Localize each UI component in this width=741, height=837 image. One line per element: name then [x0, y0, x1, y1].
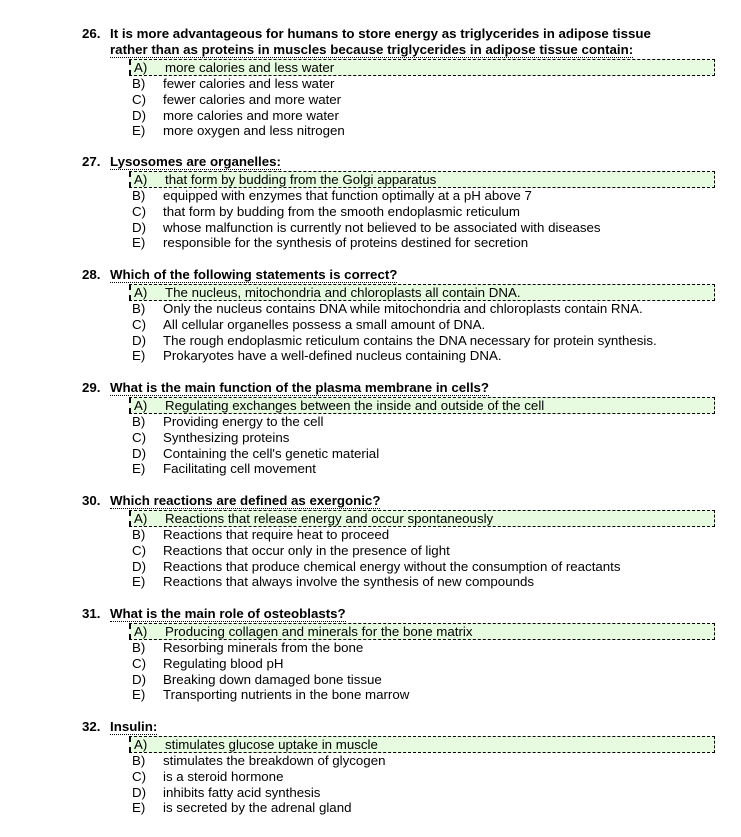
- answer-option[interactable]: [0, 92, 741, 108]
- answer-letter: E): [132, 461, 146, 477]
- question-stem: [0, 493, 741, 509]
- question-stem-line: What is the main function of the plasma membrane in cells?: [110, 380, 490, 395]
- answer-letter: B): [132, 640, 146, 655]
- answer-text: Transporting nutrients in the bone marrow: [163, 687, 410, 703]
- answer-option[interactable]: [0, 785, 741, 801]
- answer-letter: B): [132, 188, 146, 203]
- answer-list: [0, 59, 741, 139]
- answer-list: [0, 397, 741, 477]
- answer-letter: E): [132, 800, 146, 816]
- answer-text: Producing collagen and minerals for the bone matrix: [165, 624, 473, 639]
- answer-letter: B): [132, 301, 146, 316]
- answer-text: more calories and more water: [163, 107, 339, 123]
- question-29: [0, 380, 741, 477]
- answer-letter: E): [132, 687, 146, 703]
- answer-text: inhibits fatty acid synthesis: [163, 784, 321, 800]
- answer-option[interactable]: [0, 414, 741, 430]
- question-stem: [0, 26, 741, 58]
- answer-text: All cellular organelles possess a small amount of DNA.: [163, 316, 486, 332]
- answer-text: Regulating exchanges between the inside and outside of the cell: [165, 398, 545, 413]
- answer-text: more calories and less water: [165, 60, 335, 75]
- question-stem-line: It is more advantageous for humans to store energy as triglycerides in adipose tissue: [110, 26, 651, 41]
- answer-option[interactable]: [0, 527, 741, 543]
- question-stem: [0, 719, 741, 735]
- answer-option[interactable]: [0, 235, 741, 251]
- question-number: 27.: [82, 154, 101, 169]
- answer-option[interactable]: [0, 301, 741, 317]
- question-stem: [0, 154, 741, 170]
- answer-text: Synthesizing proteins: [163, 429, 290, 445]
- question-26: [0, 26, 741, 139]
- answer-text: Breaking down damaged bone tissue: [163, 671, 382, 687]
- question-number: 28.: [82, 267, 101, 282]
- answer-list: [0, 736, 741, 816]
- answer-list: [0, 510, 741, 590]
- question-stem-line: Which of the following statements is correct?: [110, 267, 398, 282]
- answer-text: is a steroid hormone: [163, 768, 284, 784]
- answer-list: [0, 171, 741, 251]
- question-27: [0, 154, 741, 251]
- question-stem: [0, 606, 741, 622]
- answer-letter: C): [132, 655, 147, 671]
- answer-text: Regulating blood pH: [163, 655, 284, 671]
- answer-letter: A): [134, 511, 148, 526]
- answer-option[interactable]: [0, 76, 741, 92]
- answer-text: stimulates glucose uptake in muscle: [165, 737, 378, 752]
- question-number: 30.: [82, 493, 101, 508]
- answer-letter: E): [132, 123, 146, 139]
- answer-option[interactable]: [0, 800, 741, 816]
- answer-option[interactable]: [0, 543, 741, 559]
- answer-option-correct[interactable]: [129, 284, 715, 301]
- answer-text: Reactions that release energy and occur spontaneously: [165, 511, 494, 526]
- answer-letter: C): [132, 91, 147, 107]
- answer-letter: C): [132, 203, 147, 219]
- answer-letter: A): [134, 60, 148, 75]
- answer-option[interactable]: [0, 461, 741, 477]
- answer-list: [0, 284, 741, 364]
- answer-option[interactable]: [0, 220, 741, 236]
- answer-text: Reactions that require heat to proceed: [163, 527, 390, 542]
- answer-option-correct[interactable]: [129, 623, 715, 640]
- answer-option-correct[interactable]: [129, 736, 715, 753]
- answer-letter: C): [132, 429, 147, 445]
- answer-text: more oxygen and less nitrogen: [163, 123, 345, 139]
- answer-text: Resorbing minerals from the bone: [163, 640, 364, 655]
- question-stem-line: What is the main role of osteoblasts?: [110, 606, 346, 621]
- answer-letter: A): [134, 624, 148, 639]
- answer-option-correct[interactable]: [129, 171, 715, 188]
- answer-letter: A): [134, 737, 148, 752]
- answer-text: fewer calories and more water: [163, 91, 342, 107]
- answer-letter: E): [132, 574, 146, 590]
- answer-letter: B): [132, 527, 146, 542]
- answer-option[interactable]: [0, 574, 741, 590]
- question-31: [0, 606, 741, 703]
- answer-letter: A): [134, 398, 148, 413]
- answer-text: that form by budding from the Golgi apparatus: [165, 172, 437, 187]
- answer-option[interactable]: [0, 123, 741, 139]
- answer-text: Providing energy to the cell: [163, 414, 324, 429]
- question-28: [0, 267, 741, 364]
- answer-letter: E): [132, 348, 146, 364]
- answer-text: Containing the cell's genetic material: [163, 445, 380, 461]
- question-stem-line: Lysosomes are organelles:: [110, 154, 281, 169]
- answer-letter: D): [132, 445, 147, 461]
- answer-text: is secreted by the adrenal gland: [163, 800, 352, 816]
- answer-text: Only the nucleus contains DNA while mitochondria and chloroplasts contain RNA.: [163, 301, 643, 316]
- answer-text: Reactions that always involve the synthesis of new compounds: [163, 574, 535, 590]
- answer-option[interactable]: [0, 430, 741, 446]
- question-stem: [0, 267, 741, 283]
- answer-text: fewer calories and less water: [163, 76, 335, 91]
- answer-letter: D): [132, 784, 147, 800]
- answer-option[interactable]: [0, 204, 741, 220]
- question-30: [0, 493, 741, 590]
- answer-option[interactable]: [0, 769, 741, 785]
- answer-letter: C): [132, 316, 147, 332]
- answer-option-correct[interactable]: [129, 59, 715, 76]
- answer-text: responsible for the synthesis of proteins destined for secretion: [163, 235, 529, 251]
- answer-letter: C): [132, 542, 147, 558]
- question-number: 31.: [82, 606, 101, 621]
- answer-letter: D): [132, 332, 147, 348]
- question-stem: [0, 380, 741, 396]
- answer-option[interactable]: [0, 333, 741, 349]
- answer-text: Reactions that produce chemical energy without the consumption of reactants: [163, 558, 621, 574]
- answer-text: equipped with enzymes that function optimally at a pH above 7: [163, 188, 532, 203]
- question-number: 26.: [82, 26, 101, 41]
- answer-letter: E): [132, 235, 146, 251]
- answer-letter: B): [132, 76, 146, 91]
- answer-letter: B): [132, 753, 146, 768]
- answer-text: that form by budding from the smooth endoplasmic reticulum: [163, 203, 520, 219]
- question-stem-line: Which reactions are defined as exergonic?: [110, 493, 381, 508]
- answer-letter: D): [132, 671, 147, 687]
- answer-list: [0, 623, 741, 703]
- answer-letter: D): [132, 107, 147, 123]
- answer-option-correct[interactable]: [129, 397, 715, 414]
- answer-letter: D): [132, 558, 147, 574]
- question-stem-line: rather than as proteins in muscles because triglycerides in adipose tissue contain:: [110, 42, 634, 57]
- answer-text: Facilitating cell movement: [163, 461, 316, 477]
- answer-letter: B): [132, 414, 146, 429]
- answer-text: Reactions that occur only in the presence of light: [163, 542, 450, 558]
- answer-text: The nucleus, mitochondria and chloroplasts all contain DNA.: [165, 285, 521, 300]
- question-number: 29.: [82, 380, 101, 395]
- answer-option-correct[interactable]: [129, 510, 715, 527]
- question-number: 32.: [82, 719, 101, 734]
- answer-letter: A): [134, 285, 148, 300]
- answer-option[interactable]: [0, 687, 741, 703]
- question-stem-line: Insulin:: [110, 719, 158, 734]
- answer-letter: C): [132, 768, 147, 784]
- answer-option[interactable]: [0, 446, 741, 462]
- answer-option[interactable]: [0, 348, 741, 364]
- answer-option[interactable]: [0, 559, 741, 575]
- answer-text: stimulates the breakdown of glycogen: [163, 753, 386, 768]
- answer-option[interactable]: [0, 188, 741, 204]
- answer-option[interactable]: [0, 656, 741, 672]
- answer-text: whose malfunction is currently not believed to be associated with diseases: [163, 219, 601, 235]
- answer-text: The rough endoplasmic reticulum contains the DNA necessary for protein synthesis.: [163, 332, 657, 348]
- answer-option[interactable]: [0, 672, 741, 688]
- question-32: [0, 719, 741, 816]
- answer-option[interactable]: [0, 108, 741, 124]
- answer-option[interactable]: [0, 640, 741, 656]
- answer-text: Prokaryotes have a well-defined nucleus containing DNA.: [163, 348, 502, 364]
- answer-letter: D): [132, 219, 147, 235]
- answer-letter: A): [134, 172, 148, 187]
- answer-option[interactable]: [0, 753, 741, 769]
- answer-option[interactable]: [0, 317, 741, 333]
